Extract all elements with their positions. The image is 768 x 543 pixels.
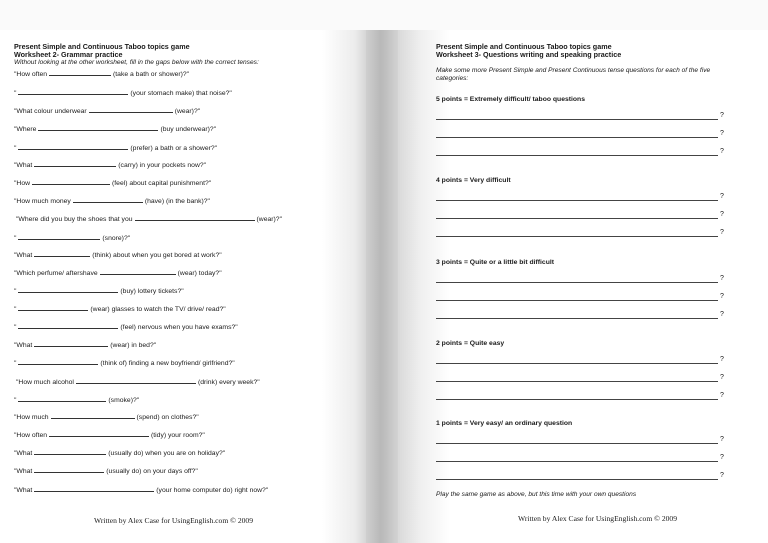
question-mark: ? bbox=[720, 275, 724, 282]
exercise-line bbox=[14, 484, 268, 495]
exercise-line-end: (smoke)?" bbox=[108, 397, 140, 404]
exercise-line bbox=[14, 195, 210, 206]
exercise-line-end: (wear)?" bbox=[256, 216, 282, 223]
right-subtitle: Worksheet 3- Questions writing and speaking practice bbox=[436, 50, 622, 59]
exercise-line-start: " bbox=[14, 90, 17, 97]
answer-blank[interactable] bbox=[34, 484, 154, 492]
answer-blank[interactable] bbox=[73, 195, 143, 203]
answer-blank[interactable] bbox=[18, 142, 128, 150]
exercise-line bbox=[14, 68, 189, 79]
answer-blank[interactable] bbox=[34, 159, 116, 167]
answer-blank[interactable] bbox=[18, 321, 118, 329]
exercise-line bbox=[14, 394, 139, 405]
exercise-line-end: (take a bath or shower)?" bbox=[113, 71, 190, 78]
answer-blank[interactable] bbox=[18, 394, 106, 402]
question-write-line[interactable] bbox=[436, 460, 718, 462]
exercise-line-end: (usually do) on your days off?" bbox=[106, 468, 198, 475]
right-instructions-line2: categories: bbox=[436, 75, 469, 82]
exercise-line-start: "What colour underwear bbox=[14, 108, 87, 115]
exercise-line bbox=[14, 285, 184, 296]
exercise-line bbox=[14, 177, 211, 188]
book-gutter bbox=[366, 30, 398, 543]
answer-blank[interactable] bbox=[38, 123, 158, 131]
answer-blank[interactable] bbox=[49, 68, 111, 76]
exercise-line-start: "How much bbox=[14, 414, 49, 421]
exercise-line-start: "How often bbox=[14, 432, 48, 439]
exercise-line bbox=[16, 213, 282, 224]
question-mark: ? bbox=[720, 436, 724, 443]
answer-blank[interactable] bbox=[34, 249, 90, 257]
question-mark: ? bbox=[720, 356, 724, 363]
left-instructions: Without looking at the other worksheet, fill in the gaps below with the correct tenses: bbox=[14, 59, 259, 66]
question-write-line[interactable] bbox=[436, 217, 718, 219]
exercise-line bbox=[14, 303, 226, 314]
exercise-line bbox=[14, 447, 225, 458]
question-write-line[interactable] bbox=[436, 380, 718, 382]
exercise-line-start: "Where bbox=[14, 126, 37, 133]
answer-blank[interactable] bbox=[100, 267, 176, 275]
question-mark: ? bbox=[720, 193, 724, 200]
points-category-label: 4 points = Very difficult bbox=[436, 177, 511, 184]
answer-blank[interactable] bbox=[18, 87, 128, 95]
exercise-line-end: (your home computer do) right now?" bbox=[156, 487, 269, 494]
question-write-line[interactable] bbox=[436, 235, 718, 237]
answer-blank[interactable] bbox=[34, 447, 106, 455]
exercise-line-end: (your stomach make) that noise?" bbox=[130, 90, 232, 97]
exercise-line-start: "Which perfume/ aftershave bbox=[14, 270, 98, 277]
exercise-line-start: "What bbox=[14, 450, 33, 457]
exercise-line-start: " bbox=[14, 324, 17, 331]
question-write-line[interactable] bbox=[436, 442, 718, 444]
answer-blank[interactable] bbox=[18, 357, 98, 365]
question-mark: ? bbox=[720, 211, 724, 218]
answer-blank[interactable] bbox=[18, 303, 88, 311]
points-category-label: 3 points = Quite or a little bit difficult bbox=[436, 259, 555, 266]
question-write-line[interactable] bbox=[436, 478, 718, 480]
exercise-line-end: (feel) nervous when you have exams?" bbox=[120, 324, 238, 331]
question-mark: ? bbox=[720, 454, 724, 461]
exercise-line-end: (feel) about capital punishment?" bbox=[112, 180, 212, 187]
exercise-line-start: "What bbox=[14, 162, 33, 169]
answer-blank[interactable] bbox=[49, 429, 149, 437]
question-mark: ? bbox=[720, 472, 724, 479]
exercise-line-start: "What bbox=[14, 252, 33, 259]
right-page bbox=[398, 30, 768, 543]
exercise-line-start: " bbox=[14, 397, 17, 404]
exercise-line-end: (wear) glasses to watch the TV/ drive/ read?" bbox=[90, 306, 226, 313]
right-closing: Play the same game as above, but this time with your own questions bbox=[436, 491, 637, 498]
question-write-line[interactable] bbox=[436, 299, 718, 301]
exercise-line bbox=[14, 123, 216, 134]
question-mark: ? bbox=[720, 130, 724, 137]
right-footer: Written by Alex Case for UsingEnglish.com © 2009 bbox=[518, 514, 678, 523]
exercise-line bbox=[14, 87, 232, 98]
points-category-label: 1 points = Very easy/ an ordinary question bbox=[436, 420, 573, 427]
exercise-line-end: (wear)?" bbox=[174, 108, 201, 115]
left-footer: Written by Alex Case for UsingEnglish.com © 2009 bbox=[94, 516, 254, 525]
exercise-line-end: (buy) lottery tickets?" bbox=[120, 288, 184, 295]
points-category-label: 2 points = Quite easy bbox=[436, 340, 505, 347]
exercise-line-end: (buy underwear)?" bbox=[160, 126, 217, 133]
exercise-line bbox=[14, 357, 235, 368]
question-mark: ? bbox=[720, 374, 724, 381]
answer-blank[interactable] bbox=[34, 465, 104, 473]
question-mark: ? bbox=[720, 229, 724, 236]
answer-blank[interactable] bbox=[18, 285, 118, 293]
exercise-line-end: (tidy) your room?" bbox=[151, 432, 205, 439]
answer-blank[interactable] bbox=[32, 177, 110, 185]
exercise-line-start: " bbox=[14, 288, 17, 295]
exercise-line bbox=[14, 465, 198, 476]
exercise-line-start: " bbox=[14, 145, 17, 152]
exercise-line-end: (have) (in the bank)?" bbox=[144, 198, 210, 205]
right-instructions-line1: Make some more Present Simple and Present Continuous tense questions for each of the five bbox=[436, 67, 711, 74]
question-write-line[interactable] bbox=[436, 362, 718, 364]
exercise-line bbox=[14, 339, 156, 350]
exercise-line bbox=[14, 411, 199, 422]
answer-blank[interactable] bbox=[34, 339, 108, 347]
exercise-line-start: "What bbox=[14, 468, 33, 475]
exercise-line-end: (wear) in bed?" bbox=[110, 342, 157, 349]
exercise-line-start: "How much alcohol bbox=[16, 379, 74, 386]
points-category-label: 5 points = Extremely difficult/ taboo questions bbox=[436, 96, 585, 103]
question-mark: ? bbox=[720, 392, 724, 399]
question-write-line[interactable] bbox=[436, 281, 718, 283]
question-write-line[interactable] bbox=[436, 154, 718, 156]
exercise-line-end: (usually do) when you are on holiday?" bbox=[108, 450, 226, 457]
question-mark: ? bbox=[720, 311, 724, 318]
question-mark: ? bbox=[720, 148, 724, 155]
question-write-line[interactable] bbox=[436, 118, 718, 120]
exercise-line bbox=[14, 159, 206, 170]
exercise-line-end: (wear) today?" bbox=[177, 270, 222, 277]
exercise-line-start: "What bbox=[14, 487, 33, 494]
exercise-line bbox=[14, 142, 217, 153]
exercise-line bbox=[14, 105, 200, 116]
exercise-line-end: (think) about when you get bored at work?" bbox=[92, 252, 222, 259]
exercise-line-start: " bbox=[14, 360, 17, 367]
exercise-line-end: (snore)?" bbox=[102, 235, 131, 242]
exercise-line-start: "How often bbox=[14, 71, 48, 78]
question-write-line[interactable] bbox=[436, 398, 718, 400]
exercise-line-start: " bbox=[14, 306, 17, 313]
answer-blank[interactable] bbox=[89, 105, 173, 113]
question-write-line[interactable] bbox=[436, 199, 718, 201]
question-mark: ? bbox=[720, 112, 724, 119]
exercise-line-end: (carry) in your pockets now?" bbox=[118, 162, 207, 169]
left-page bbox=[0, 30, 366, 543]
question-mark: ? bbox=[720, 293, 724, 300]
exercise-line-start: "What bbox=[14, 342, 33, 349]
left-title: Present Simple and Continuous Taboo topics game bbox=[14, 42, 190, 51]
answer-blank[interactable] bbox=[18, 232, 100, 240]
answer-blank[interactable] bbox=[135, 213, 255, 221]
exercise-line-start: " bbox=[14, 235, 17, 242]
exercise-line-start: "How bbox=[14, 180, 31, 187]
answer-blank[interactable] bbox=[51, 411, 135, 419]
right-title: Present Simple and Continuous Taboo topics game bbox=[436, 42, 612, 51]
exercise-line bbox=[14, 267, 222, 278]
exercise-line bbox=[14, 232, 130, 243]
exercise-line-end: (think of) finding a new boyfriend/ girlfriend?" bbox=[100, 360, 235, 367]
exercise-line-end: (prefer) a bath or a shower?" bbox=[130, 145, 218, 152]
question-write-line[interactable] bbox=[436, 317, 718, 319]
question-write-line[interactable] bbox=[436, 136, 718, 138]
exercise-line bbox=[14, 321, 238, 332]
exercise-line bbox=[16, 376, 260, 387]
answer-blank[interactable] bbox=[76, 376, 196, 384]
exercise-line bbox=[14, 249, 222, 260]
exercise-line-start: "Where did you buy the shoes that you bbox=[16, 216, 133, 223]
exercise-line-end: (spend) on clothes?" bbox=[136, 414, 199, 421]
left-subtitle: Worksheet 2- Grammar practice bbox=[14, 50, 123, 59]
exercise-line-end: (drink) every week?" bbox=[197, 379, 260, 386]
exercise-line-start: "How much money bbox=[14, 198, 71, 205]
exercise-line bbox=[14, 429, 205, 440]
